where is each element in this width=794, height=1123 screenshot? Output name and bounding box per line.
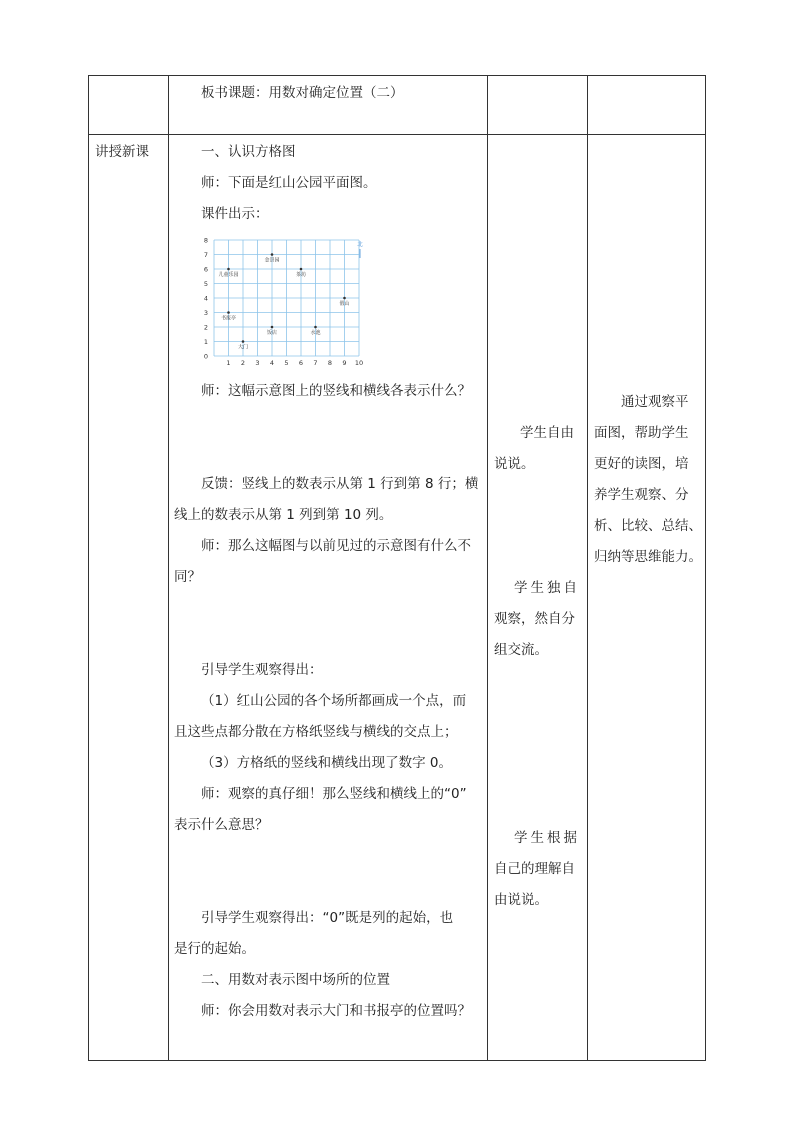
student-activity: 说说。	[494, 456, 535, 472]
x-tick-label: 7	[313, 359, 318, 367]
student-activity: 学生独自	[514, 580, 580, 596]
place-point	[271, 253, 274, 256]
y-tick-label: 7	[203, 251, 208, 259]
observation: （3）方格纸的竖线和横线出现了数字 0。	[201, 755, 452, 771]
guide-text: 是行的起始。	[174, 941, 255, 957]
question: 表示什么意思？	[174, 817, 269, 833]
place-label: 书报亭	[220, 315, 237, 322]
question: 师：那么这幅图与以前见过的示意图有什么不	[201, 538, 471, 554]
place-point	[300, 268, 303, 271]
student-activity: 由说说。	[494, 892, 548, 908]
place-label: 儿童乐园	[218, 272, 239, 278]
feedback: 反馈：竖线上的数表示从第 1 行到第 8 行；横	[201, 476, 479, 492]
x-tick-label: 6	[298, 359, 304, 367]
place-label: 茶坊	[295, 272, 307, 278]
question: 师：你会用数对表示大门和书报亭的位置吗？	[201, 1003, 471, 1019]
x-tick-label: 10	[354, 359, 364, 367]
north-label: 北	[357, 242, 363, 248]
student-activity: 学生根据	[514, 830, 580, 846]
row-divider	[89, 134, 705, 135]
purpose-text: 归纳等思维能力。	[594, 549, 702, 565]
grid-map	[200, 234, 370, 370]
place-point	[271, 326, 274, 329]
y-tick-label: 4	[203, 294, 208, 303]
place-label: 假山	[339, 301, 350, 307]
student-activity: 组交流。	[494, 642, 548, 658]
purpose-text: 养学生观察、分	[594, 487, 689, 503]
guide-text: 引导学生观察得出：“0”既是列的起始，也	[201, 910, 454, 926]
y-tick-label: 3	[203, 309, 208, 317]
y-tick-label: 2	[203, 323, 208, 332]
y-tick-label: 6	[203, 265, 208, 274]
student-activity: 学生自由	[520, 425, 574, 441]
x-tick-label: 2	[240, 359, 246, 367]
x-tick-label: 1	[226, 359, 231, 367]
question: 同？	[174, 569, 201, 585]
park-grid-figure	[200, 234, 370, 370]
x-tick-label: 4	[269, 359, 275, 367]
y-tick-label: 0	[203, 352, 208, 361]
place-point	[227, 311, 230, 314]
question: 师：观察的真仔细！那么竖线和横线上的“0”	[201, 786, 467, 802]
paragraph: 课件出示：	[201, 206, 269, 222]
place-point	[242, 340, 245, 343]
x-tick-label: 5	[284, 359, 289, 367]
place-point	[343, 297, 346, 300]
observation: 且这些点都分散在方格纸竖线与横线的交点上；	[174, 724, 458, 740]
x-tick-label: 9	[342, 359, 347, 367]
guide-text: 引导学生观察得出：	[201, 662, 323, 678]
paragraph: 师：下面是红山公园平面图。	[201, 175, 377, 191]
student-activity: 观察，然自分	[494, 611, 575, 627]
section-heading-1: 一、认识方格图	[201, 144, 296, 160]
purpose-text: 更好的读图，培	[594, 456, 689, 472]
purpose-text: 析、比较、总结、	[594, 518, 702, 534]
x-tick-label: 3	[255, 359, 260, 367]
lesson-title: 板书课题：用数对确定位置（二）	[201, 85, 404, 101]
feedback: 线上的数表示从第 1 列到第 10 列。	[174, 507, 393, 523]
y-tick-label: 1	[203, 338, 208, 346]
column-divider	[487, 76, 488, 1060]
purpose-text: 面图，帮助学生	[594, 425, 689, 441]
x-tick-label: 8	[327, 359, 333, 367]
question: 师：这幅示意图上的竖线和横线各表示什么？	[201, 383, 471, 399]
place-label: 水池	[310, 330, 321, 336]
place-label: 金景园	[264, 257, 280, 264]
purpose-text: 通过观察平	[621, 394, 689, 410]
y-tick-label: 8	[203, 236, 208, 245]
column-divider	[168, 76, 169, 1060]
section-label: 讲授新课	[95, 144, 149, 160]
section-heading-2: 二、用数对表示图中场所的位置	[201, 972, 390, 988]
column-divider	[587, 76, 588, 1060]
place-point	[227, 268, 230, 271]
place-label: 大门	[237, 344, 249, 351]
y-tick-label: 5	[203, 280, 208, 288]
place-label: 饭店	[266, 330, 278, 336]
observation: （1）红山公园的各个场所都画成一个点，而	[201, 693, 467, 709]
place-point	[314, 326, 317, 329]
student-activity: 自己的理解自	[494, 861, 575, 877]
